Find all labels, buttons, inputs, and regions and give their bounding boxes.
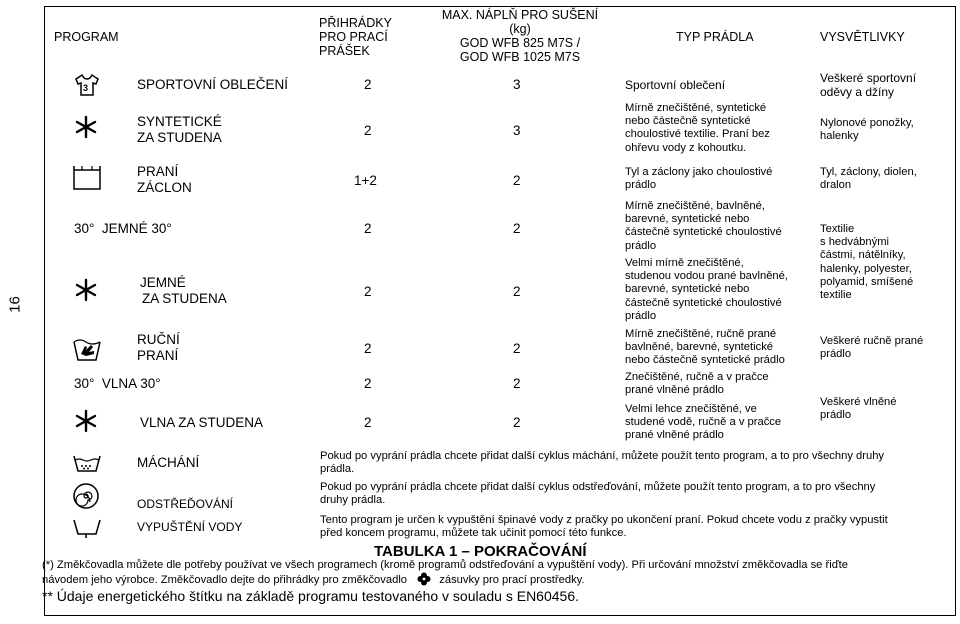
compartments: 2 [364,221,372,236]
hand-wash-icon [72,334,102,362]
compartments: 2 [364,376,372,391]
compartments: 2 [364,123,372,138]
max-load: 3 [513,77,521,92]
max-load: 2 [513,284,521,299]
fabric-type: Sportovní oblečení [625,78,726,92]
page-number: 16 [6,296,24,313]
fabric-type: Mírně znečištěné, bavlněné, barevné, syntetické nebo částečně syntetické choulostivé prádlo [625,200,782,252]
footnote-energy-label: ** Údaje energetického štítku na základě programu testovaného v souladu s EN60456. [42,588,580,604]
compartments: 2 [364,341,372,356]
curtain-icon [72,165,102,191]
max-load: 2 [513,173,521,188]
program-name: RUČNÍ PRANÍ [137,332,180,363]
max-load: 2 [513,376,521,391]
sport-shirt-icon [73,73,101,97]
program-name: ODSTŘEĎOVÁNÍ [137,497,234,511]
compartments: 2 [364,284,372,299]
cold-snowflake-icon [74,409,98,433]
header-fabric-type: TYP PRÁDLA [676,30,754,44]
max-load: 2 [513,221,521,236]
program-name: 30° JEMNÉ 30° [74,221,172,236]
drain-tub-icon [72,517,102,539]
fabric-type: Velmi lehce znečištěné, ve studené vodě, ručně a v pračce prané vlněné prádlo [625,403,782,442]
rinse-tub-icon [72,453,102,473]
footnote-softener: (*) Změkčovadla můžete dle potřeby používat ve všech programech (kromě programů odstřeďování a vypuštění vody). Při určování množství změkčovadla se řiďte návodem jeho výrobce. Změkčovadlo dejte do přihrádky pro změkčovadlo zásuvky pro prací prostředky. [42,559,848,587]
program-description: Tento program je určen k vypuštění špinavé vody z pračky po ukončení praní. Pokud chcete vodu z pračky vypustit před koncem programu, můžete tak učinit pomocí této funkce. [320,514,888,540]
max-load: 3 [513,123,521,138]
legend: Veškeré vlněné prádlo [820,396,897,422]
legend: Textilie s hedvábnými částmi, nátělníky, halenky, polyester, polyamid, smíšené textilie [820,223,914,302]
header-detergent: PŘIHRÁDKY PRO PRACÍ PRÁŠEK [319,16,392,58]
fabric-type: Znečištěné, ručně a v pračce prané vlněné prádlo [625,371,769,397]
fabric-type: Velmi mírně znečištěné, studenou vodou prané bavlněné, barevné, syntetické nebo částečně syntetické choulostivé prádlo [625,257,788,322]
compartments: 2 [364,415,372,430]
spin-spiral-icon [71,482,101,510]
svg-text:3: 3 [83,83,89,93]
fabric-type: Tyl a záclony jako choulostivé prádlo [625,166,773,192]
program-description: Pokud po vyprání prádla chcete přidat další cyklus odstřeďování, můžete použít tento program, a to pro všechny druhy prádla. [320,481,876,507]
header-legend: VYSVĚTLIVKY [820,30,905,44]
cold-snowflake-icon [74,115,98,139]
program-name: SYNTETICKÉ ZA STUDENA [137,114,222,145]
program-name: 30° VLNA 30° [74,376,161,391]
fabric-type: Mírně znečištěné, ručně prané bavlněné, barevné, syntetické nebo částečně syntetické prádlo [625,328,785,367]
softener-flower-icon [416,572,432,586]
legend: Veškeré ručně prané prádlo [820,335,924,361]
compartments: 2 [364,77,372,92]
program-description: Pokud po vyprání prádla chcete přidat další cyklus máchání, můžete použít tento program, a to pro všechny druhy prádla. [320,450,885,476]
max-load: 2 [513,415,521,430]
legend: Veškeré sportovní oděvy a džíny [820,71,917,99]
program-name: MÁCHÁNÍ [137,455,200,470]
table-title: TABULKA 1 – POKRAČOVÁNÍ [374,543,587,560]
cold-snowflake-icon [74,278,98,302]
program-name: PRANÍ ZÁCLON [137,164,192,195]
fabric-type: Mírně znečištěné, syntetické nebo částečně syntetické choulostivé textilie. Praní bez ohřevu vody z kohoutku. [625,102,770,154]
program-name: VYPUŠTĚNÍ VODY [137,520,243,534]
compartments: 1+2 [354,173,377,188]
legend: Tyl, záclony, diolen, dralon [820,166,917,192]
program-name: JEMNÉ ZA STUDENA [140,275,227,306]
program-name: SPORTOVNÍ OBLEČENÍ [137,77,289,92]
header-program: PROGRAM [54,30,119,44]
legend: Nylonové ponožky, halenky [820,117,914,143]
max-load: 2 [513,341,521,356]
program-name: VLNA ZA STUDENA [140,415,264,430]
header-max-load: MAX. NÁPLŇ PRO SUŠENÍ (kg) GOD WFB 825 M7S / GOD WFB 1025 M7S [441,8,599,64]
